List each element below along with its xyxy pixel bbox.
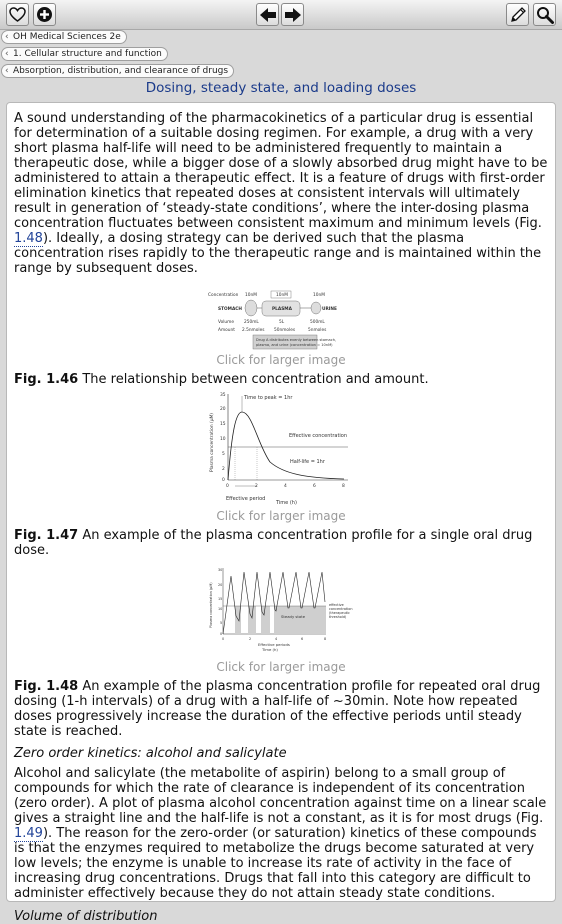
fig47-xlabel: Time (h) <box>276 500 297 506</box>
section-heading: Zero order kinetics: alcohol and salicylate <box>14 746 287 761</box>
arrow-right-icon <box>284 7 302 23</box>
svg-text:0: 0 <box>222 478 225 483</box>
fig48-ylabel: Plasma concentration (µM) <box>209 582 213 628</box>
fig48-effective-3: (therapeutic <box>329 611 350 615</box>
chevron-left-icon: ‹ <box>5 49 9 59</box>
figure-caption <box>14 372 548 387</box>
figure-1-47-image <box>206 390 356 508</box>
fig48-steady-state: Steady state <box>281 614 306 619</box>
svg-text:5: 5 <box>222 452 225 457</box>
breadcrumb <box>0 29 562 79</box>
fig47-time-to-peak: Time to peak = 1hr <box>244 395 293 401</box>
click-for-larger-image[interactable]: Click for larger image <box>216 509 346 523</box>
fig48-effective-1: effective <box>329 603 344 607</box>
fig46-v2: 5L <box>279 320 285 325</box>
fig46-v3: 500mL <box>310 320 325 325</box>
breadcrumb-label: 1. Cellular structure and function <box>13 49 162 59</box>
fig46-a1: 2.5nmoles <box>242 328 265 333</box>
forward-button[interactable] <box>281 3 304 26</box>
svg-text:5: 5 <box>220 621 223 625</box>
search-button[interactable] <box>533 3 556 26</box>
fig47-ylabel: Plasma concentration (µM) <box>210 412 215 472</box>
caption-text: The relationship between concentration and amount. <box>78 372 429 387</box>
fig46-note-1: Drug A distributes evenly between stomach, <box>256 338 337 342</box>
intro-text: ). Ideally, a dosing strategy can be derived such that the plasma concentration rises rapidly to the therapeutic range and is maintained within the range by subsequent doses. <box>14 231 542 276</box>
arrow-left-icon <box>259 7 277 23</box>
fig48-effective-2: concentration <box>329 607 353 611</box>
svg-text:35: 35 <box>220 393 226 398</box>
svg-text:10: 10 <box>220 437 226 442</box>
breadcrumb-book[interactable] <box>1 30 127 44</box>
figure-label: Fig. 1.48 <box>14 679 79 694</box>
intro-paragraph <box>14 111 548 276</box>
figure-1-48[interactable] <box>14 566 548 675</box>
svg-text:20: 20 <box>220 407 226 412</box>
figure-link[interactable]: 1.48 <box>14 231 43 246</box>
fig46-a2: 50nmoles <box>274 328 296 333</box>
figure-1-46-image <box>206 290 356 352</box>
chevron-left-icon: ‹ <box>5 66 9 76</box>
svg-text:15: 15 <box>220 422 226 427</box>
favorite-button[interactable] <box>6 3 29 26</box>
heart-icon <box>9 7 26 22</box>
pencil-icon <box>509 6 527 24</box>
paragraph-text: Alcohol and salicylate (the metabolite of aspirin) belong to a small group of compounds for which the rate of clearance is independent of its concentration (zero order). A plot of plasma alcohol concentration against time on a linear scale gives a straight line and the half-life is not a constant, as it is for most drugs (Fig. <box>14 766 547 826</box>
svg-text:15: 15 <box>218 597 223 601</box>
search-icon <box>536 6 554 24</box>
fig46-v1: 250mL <box>244 320 259 325</box>
annotate-button[interactable] <box>506 3 529 26</box>
figure-caption <box>14 528 548 558</box>
fig46-c3: 10nM <box>313 293 325 298</box>
figure-label: Fig. 1.47 <box>14 528 79 543</box>
article-content <box>6 102 556 924</box>
breadcrumb-section[interactable] <box>1 64 234 78</box>
breadcrumb-chapter[interactable] <box>1 47 168 61</box>
intro-text: A sound understanding of the pharmacokinetics of a particular drug is essential for determination of a suitable dosing regimen. For example, a drug with a very short plasma half-life will need to be administered frequently to maintain a therapeutic dose, while a bigger dose of a slowly absorbed drug might have to be administered to attain a therapeutic effect. It is a feature of drugs with first-order elimination kinetics that repeated doses at consistent intervals will ultimately result in generation of ‘steady-state conditions’, where the inter-dosing plasma concentration fluctuates between consistent maximum and minimum levels (Fig. <box>14 111 548 231</box>
breadcrumb-label: Absorption, distribution, and clearance of drugs <box>13 66 229 76</box>
chevron-left-icon: ‹ <box>5 32 9 42</box>
fig48-periods: Effective periods <box>258 642 290 647</box>
fig48-effective-4: threshold) <box>329 615 347 619</box>
svg-text:10: 10 <box>218 607 223 611</box>
fig47-half-life: Half-life = 1hr <box>290 459 325 465</box>
svg-text:0: 0 <box>226 484 229 489</box>
plus-circle-icon <box>36 6 53 23</box>
svg-text:8: 8 <box>342 484 345 489</box>
svg-text:8: 8 <box>324 637 327 641</box>
fig46-c1: 10nM <box>245 293 257 298</box>
fig48-xlabel: Time (h) <box>262 647 278 652</box>
figure-1-48-image <box>206 566 356 656</box>
fig46-urine: URINE <box>322 307 337 312</box>
figure-label: Fig. 1.46 <box>14 372 79 387</box>
figure-1-47[interactable] <box>14 390 548 524</box>
fig46-note-2: plasma, and urine (concentration = 10nM) <box>256 343 333 347</box>
fig46-amount-label: Amount <box>218 328 235 333</box>
page-title: Dosing, steady state, and loading doses <box>145 80 417 96</box>
svg-text:6: 6 <box>301 637 304 641</box>
svg-text:20: 20 <box>218 583 223 587</box>
fig47-effective-period: Effective period <box>226 496 266 502</box>
svg-text:0: 0 <box>220 632 223 636</box>
figure-1-46[interactable] <box>14 290 548 368</box>
toolbar <box>0 0 562 30</box>
svg-text:4: 4 <box>275 637 278 641</box>
fig46-concentration-label: Concentration <box>208 293 239 298</box>
svg-text:2: 2 <box>249 637 252 641</box>
fig46-plasma: PLASMA <box>272 307 292 312</box>
svg-text:2: 2 <box>222 467 225 472</box>
svg-text:4: 4 <box>284 484 287 489</box>
figure-link[interactable]: 1.49 <box>14 826 43 841</box>
caption-text: An example of the plasma concentration profile for a single oral drug dose. <box>14 528 533 558</box>
fig47-effective-conc: Effective concentration <box>289 433 348 439</box>
paragraph-text: ). The reason for the zero-order (or saturation) kinetics of these compounds is that the enzymes required to metabolize the drugs become saturated at very low levels; the enzyme is unable to increase its rate of activity in the face of increasing drug concentrations. Drugs that fall into this category are difficult to administer effectively because they do not attain steady state conditions. <box>14 826 537 901</box>
caption-text: An example of the plasma concentration profile for repeated oral drug dosing (1-h intervals) of a drug with a half-life of ~30min. Note how repeated doses progressively increase the duration of the effective periods until steady state is reached. <box>14 679 541 739</box>
click-for-larger-image[interactable]: Click for larger image <box>216 353 346 367</box>
section-heading: Volume of distribution <box>14 909 158 924</box>
zero-order-paragraph <box>14 766 548 901</box>
figure-caption <box>14 679 548 739</box>
add-button[interactable] <box>33 3 56 26</box>
fig46-volume-label: Volume <box>218 320 234 325</box>
back-button[interactable] <box>256 3 279 26</box>
fig46-stomach: STOMACH <box>218 307 243 312</box>
svg-text:2: 2 <box>255 484 258 489</box>
svg-text:0: 0 <box>222 637 225 641</box>
click-for-larger-image[interactable]: Click for larger image <box>216 660 346 674</box>
svg-text:6: 6 <box>313 484 316 489</box>
fig46-c-box: 10nM <box>276 293 288 298</box>
svg-text:30: 30 <box>218 568 223 572</box>
breadcrumb-label: OH Medical Sciences 2e <box>13 32 121 42</box>
fig46-a3: 5nmoles <box>308 328 327 333</box>
